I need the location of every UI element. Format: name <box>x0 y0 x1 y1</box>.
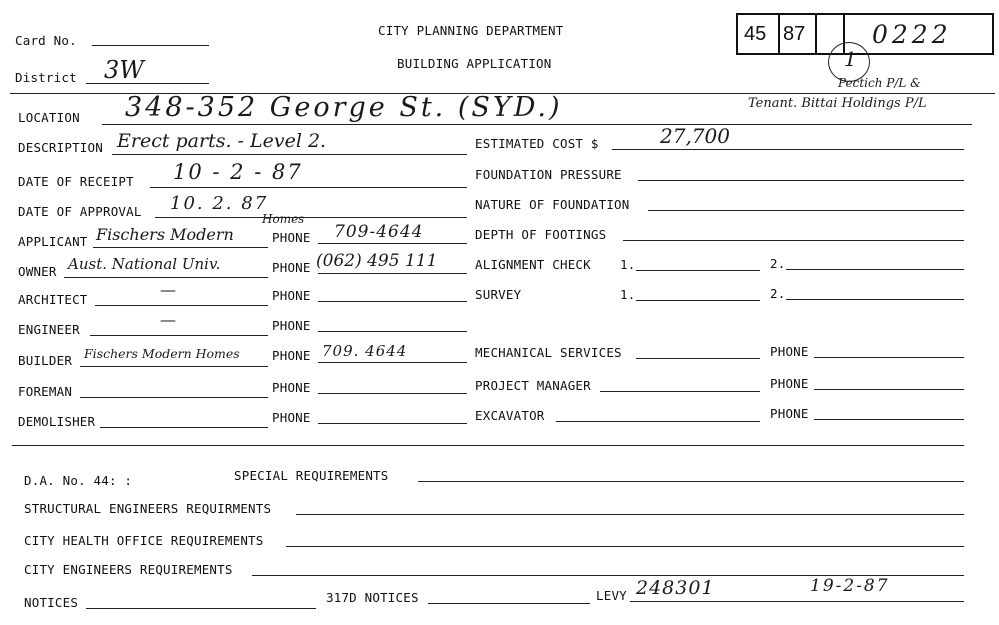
engineer-line[interactable] <box>90 335 268 336</box>
engineer-phone-label: PHONE <box>272 318 311 333</box>
levy-line[interactable] <box>630 601 964 602</box>
owner-label: OWNER <box>18 264 57 279</box>
box-divider <box>778 15 780 53</box>
district-value: 3W <box>104 56 144 84</box>
alignment-line-1[interactable] <box>636 270 760 271</box>
mechanical-phone-label: PHONE <box>770 344 809 359</box>
section-rule <box>12 445 964 446</box>
mechanical-services-line[interactable] <box>636 358 760 359</box>
foreman-label: FOREMAN <box>18 384 73 399</box>
excavator-label: EXCAVATOR <box>475 408 545 423</box>
project-manager-phone-label: PHONE <box>770 376 809 391</box>
levy-value: 248301 <box>636 577 715 599</box>
project-manager-phone-line[interactable] <box>814 389 964 390</box>
demolisher-phone-label: PHONE <box>272 410 311 425</box>
owner-phone-line[interactable] <box>318 273 467 274</box>
demolisher-label: DEMOLISHER <box>18 414 96 429</box>
applicant-phone-line[interactable] <box>318 243 467 244</box>
architect-label: ARCHITECT <box>18 292 88 307</box>
location-value: 348-352 George St. (SYD.) <box>125 92 563 123</box>
box-cell-2: 87 <box>783 23 806 45</box>
estimated-cost-label: ESTIMATED COST $ <box>475 136 599 151</box>
project-manager-line[interactable] <box>600 391 760 392</box>
excavator-phone-label: PHONE <box>770 406 809 421</box>
structural-requirements-line[interactable] <box>296 514 964 515</box>
survey-line-1[interactable] <box>636 300 760 301</box>
alignment-check-label: ALIGNMENT CHECK <box>475 257 591 272</box>
excavator-line[interactable] <box>556 421 760 422</box>
notices-317d-label: 317D NOTICES <box>326 590 419 605</box>
health-requirements-label: CITY HEALTH OFFICE REQUIREMENTS <box>24 533 264 548</box>
alignment-line-2[interactable] <box>786 269 964 270</box>
project-manager-label: PROJECT MANAGER <box>475 378 591 393</box>
owner-line[interactable] <box>64 277 268 278</box>
description-label: DESCRIPTION <box>18 140 103 155</box>
foreman-phone-label: PHONE <box>272 380 311 395</box>
architect-line[interactable] <box>95 305 268 306</box>
tenant-value: Tenant. Bittai Holdings P/L <box>748 96 927 111</box>
depth-footings-line[interactable] <box>623 240 964 241</box>
foreman-phone-line[interactable] <box>318 393 467 394</box>
nature-foundation-line[interactable] <box>648 210 964 211</box>
mechanical-phone-line[interactable] <box>814 357 964 358</box>
card-no-label: Card No. <box>15 33 77 48</box>
alignment-num-1: 1. <box>620 257 636 272</box>
applicant-label: APPLICANT <box>18 234 88 249</box>
levy-date: 19-2-87 <box>810 576 890 596</box>
foundation-pressure-label: FOUNDATION PRESSURE <box>475 167 622 182</box>
survey-line-2[interactable] <box>786 299 964 300</box>
tenant-line-top: Pectich P/L & <box>838 76 921 90</box>
notices-317d-line[interactable] <box>428 603 590 604</box>
date-approval-line[interactable] <box>155 217 467 218</box>
estimated-cost-line[interactable] <box>612 149 964 150</box>
card-no-line[interactable] <box>92 45 209 46</box>
description-value: Erect parts. - Level 2. <box>117 130 327 152</box>
health-requirements-line[interactable] <box>286 546 964 547</box>
builder-phone-line[interactable] <box>318 362 467 363</box>
foreman-line[interactable] <box>80 397 268 398</box>
engineer-phone-line[interactable] <box>318 331 467 332</box>
date-approval-label: DATE OF APPROVAL <box>18 204 142 219</box>
survey-num-2: 2. <box>770 286 786 301</box>
survey-num-1: 1. <box>620 287 636 302</box>
applicant-line[interactable] <box>93 247 268 248</box>
builder-phone-label: PHONE <box>272 348 311 363</box>
applicant-value-above: Homes <box>262 212 305 226</box>
circled-number-value: 1 <box>844 47 857 71</box>
owner-phone-value: (062) 495 111 <box>316 251 438 271</box>
date-receipt-line[interactable] <box>150 187 467 188</box>
notices-label: NOTICES <box>24 595 79 610</box>
special-requirements-label: SPECIAL REQUIREMENTS <box>234 468 389 483</box>
survey-label: SURVEY <box>475 287 522 302</box>
box-cell-1: 45 <box>744 23 767 45</box>
date-receipt-label: DATE OF RECEIPT <box>18 174 134 189</box>
district-label: District <box>15 70 77 85</box>
date-receipt-value: 10 - 2 - 87 <box>173 160 303 184</box>
builder-label: BUILDER <box>18 353 73 368</box>
architect-phone-line[interactable] <box>318 301 467 302</box>
date-approval-value: 10. 2. 87 <box>170 193 269 214</box>
demolisher-line[interactable] <box>100 427 268 428</box>
structural-requirements-label: STRUCTURAL ENGINEERS REQUIRMENTS <box>24 501 272 516</box>
builder-phone-value: 709. 4644 <box>322 342 408 360</box>
box-divider <box>815 15 817 53</box>
foundation-pressure-line[interactable] <box>638 180 964 181</box>
location-line[interactable] <box>102 124 972 125</box>
mechanical-services-label: MECHANICAL SERVICES <box>475 345 622 360</box>
applicant-value: Fischers Modern <box>96 225 234 244</box>
owner-phone-label: PHONE <box>272 260 311 275</box>
builder-value: Fischers Modern Homes <box>84 346 240 361</box>
applicant-phone-value: 709-4644 <box>334 222 424 242</box>
city-engineers-requirements-label: CITY ENGINEERS REQUIREMENTS <box>24 562 233 577</box>
levy-label: LEVY <box>596 588 627 603</box>
box-cell-3: 0222 <box>872 20 952 49</box>
nature-foundation-label: NATURE OF FOUNDATION <box>475 197 630 212</box>
district-line[interactable] <box>86 83 209 84</box>
notices-line[interactable] <box>86 608 316 609</box>
da-number-label: D.A. No. 44: : <box>24 473 133 488</box>
owner-value: Aust. National Univ. <box>68 255 221 273</box>
alignment-num-2: 2. <box>770 256 786 271</box>
location-label: LOCATION <box>18 110 80 125</box>
engineer-value: — <box>160 310 176 329</box>
architect-phone-label: PHONE <box>272 288 311 303</box>
demolisher-phone-line[interactable] <box>318 423 467 424</box>
engineer-label: ENGINEER <box>18 322 80 337</box>
excavator-phone-line[interactable] <box>814 419 964 420</box>
description-line[interactable] <box>112 154 467 155</box>
special-requirements-line[interactable] <box>418 481 964 482</box>
applicant-phone-label: PHONE <box>272 230 311 245</box>
builder-line[interactable] <box>80 366 268 367</box>
depth-footings-label: DEPTH OF FOOTINGS <box>475 227 607 242</box>
estimated-cost-value: 27,700 <box>660 124 730 148</box>
architect-value: — <box>160 280 176 299</box>
form-title: BUILDING APPLICATION <box>397 56 552 71</box>
department-title: CITY PLANNING DEPARTMENT <box>378 23 564 38</box>
